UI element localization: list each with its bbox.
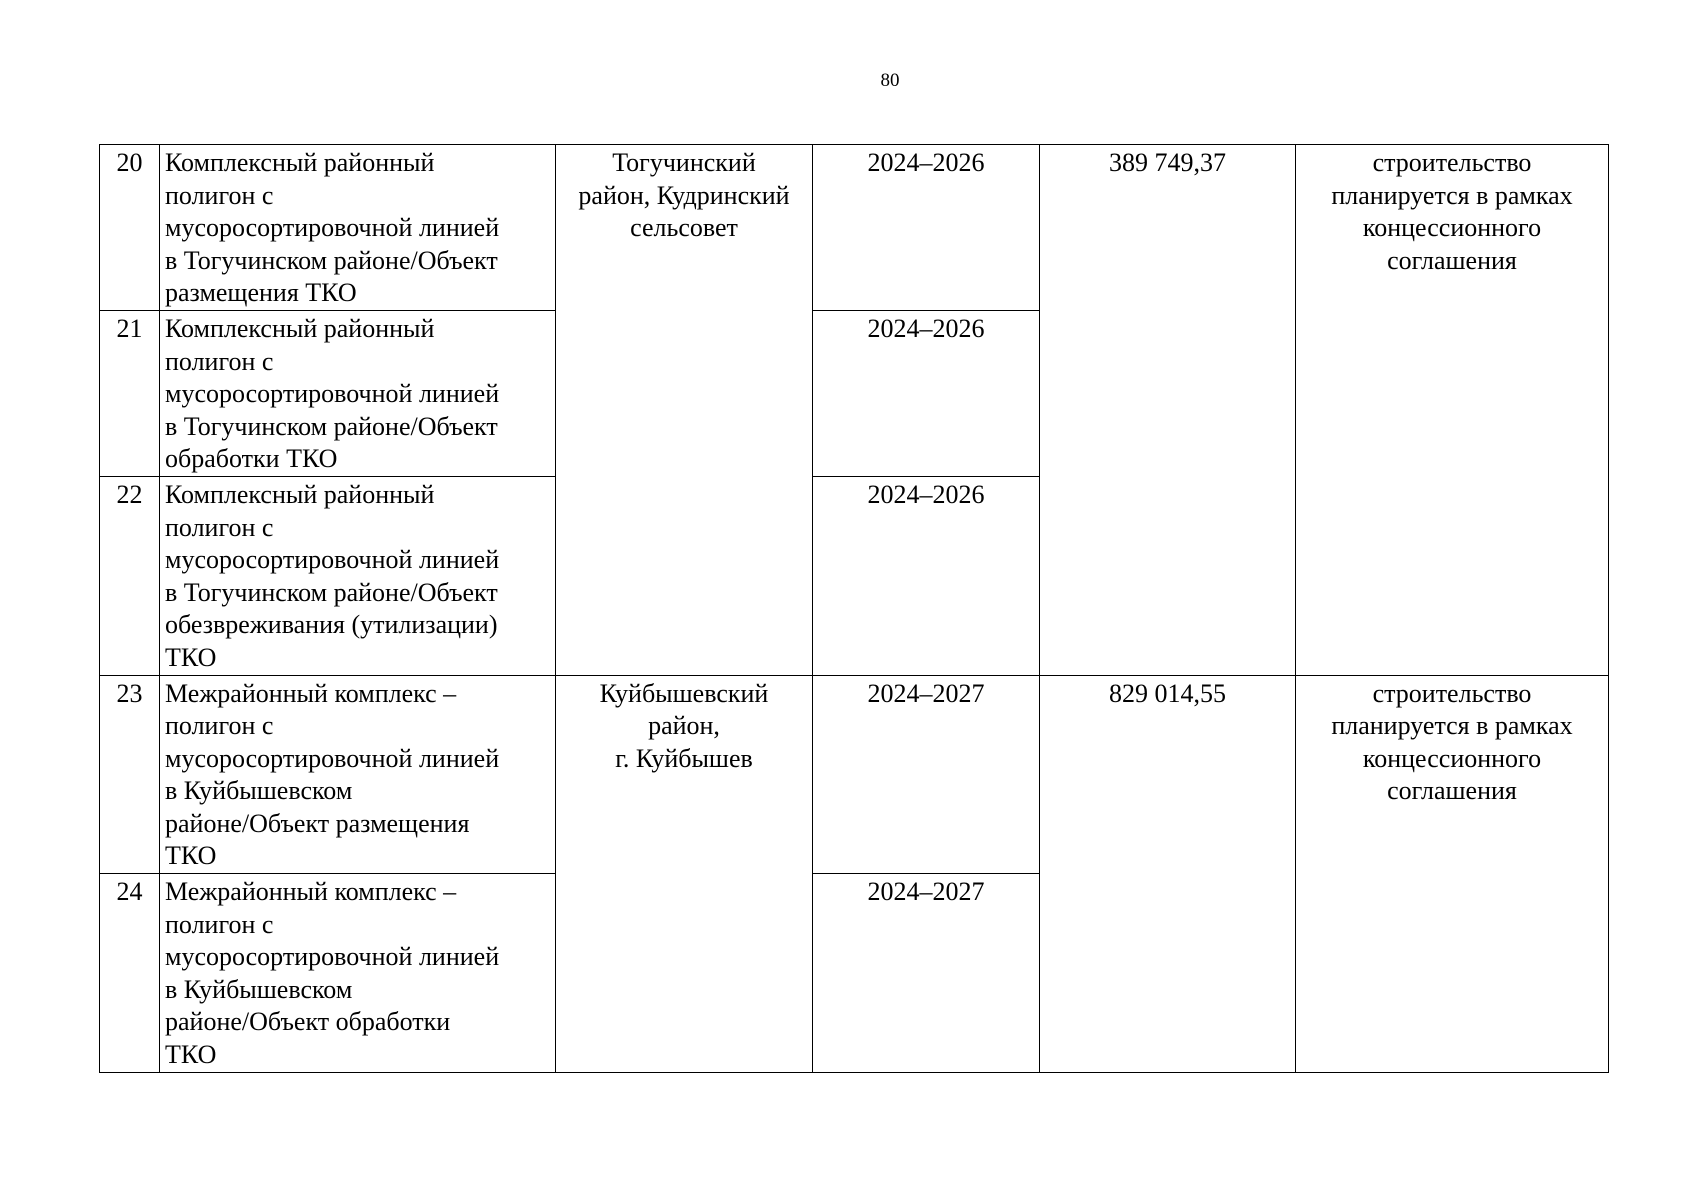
object-name: Комплексный районный полигон с мусоросортировочной линией в Тогучинском районе/Объект обезвреживания (утилизации) ТКО <box>160 476 556 675</box>
objects-table <box>99 144 1609 1073</box>
cost-cell: 829 014,55 <box>1040 675 1296 1072</box>
row-number: 20 <box>100 145 160 311</box>
note-cell: строительство планируется в рамках концессионного соглашения <box>1296 675 1609 1072</box>
page-number: 80 <box>880 70 900 91</box>
table-row <box>100 675 1609 874</box>
object-name: Межрайонный комплекс – полигон с мусоросортировочной линией в Куйбышевском районе/Объект обработки ТКО <box>160 874 556 1073</box>
row-number: 21 <box>100 310 160 476</box>
table-row <box>100 145 1609 311</box>
period-cell: 2024–2027 <box>813 675 1040 874</box>
cost-cell: 389 749,37 <box>1040 145 1296 676</box>
object-name: Комплексный районный полигон с мусоросортировочной линией в Тогучинском районе/Объект размещения ТКО <box>160 145 556 311</box>
row-number: 24 <box>100 874 160 1073</box>
location-cell: Тогучинский район, Кудринский сельсовет <box>556 145 813 676</box>
object-name: Комплексный районный полигон с мусоросортировочной линией в Тогучинском районе/Объект обработки ТКО <box>160 310 556 476</box>
object-name: Межрайонный комплекс – полигон с мусоросортировочной линией в Куйбышевском районе/Объект размещения ТКО <box>160 675 556 874</box>
location-cell: Куйбышевский район, г. Куйбышев <box>556 675 813 1072</box>
row-number: 22 <box>100 476 160 675</box>
note-cell: строительство планируется в рамках концессионного соглашения <box>1296 145 1609 676</box>
period-cell: 2024–2027 <box>813 874 1040 1073</box>
period-cell: 2024–2026 <box>813 310 1040 476</box>
period-cell: 2024–2026 <box>813 476 1040 675</box>
period-cell: 2024–2026 <box>813 145 1040 311</box>
row-number: 23 <box>100 675 160 874</box>
